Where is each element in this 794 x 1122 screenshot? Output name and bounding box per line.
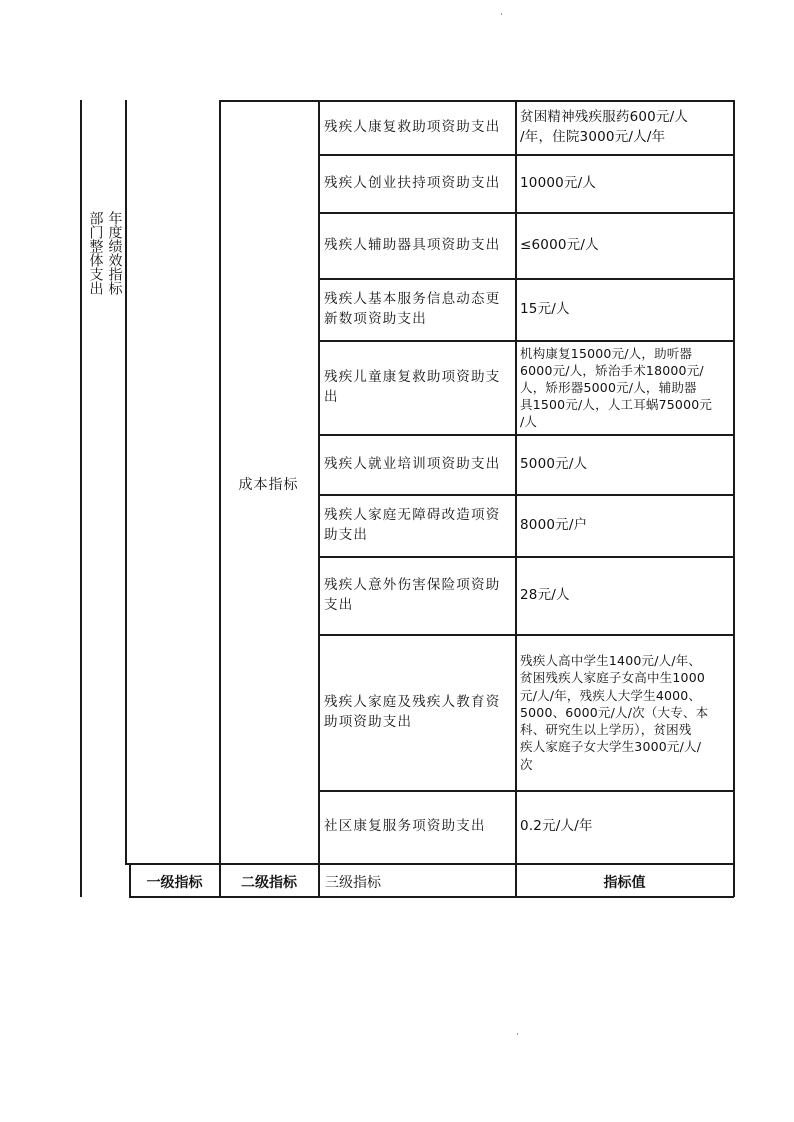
scan-speck: · <box>500 10 503 20</box>
table-row-value: 机构康复15000元/人，助听器 6000元/人，矫治手术18000元/ 人，矫形器5000元/人，辅助器 具1500元/人，人工耳蜗75000元 /人 <box>520 346 713 429</box>
table-row-value: 5000元/人 <box>520 455 588 472</box>
grid-line <box>80 100 82 897</box>
table-row-value: 贫困精神残疾服药600元/人 /年，住院3000元/人/年 <box>520 109 689 145</box>
annual-performance-label: 年度绩效指标 <box>106 211 123 295</box>
header-level2: 二级指标 <box>241 875 297 891</box>
dept-expenditure-label: 部门整体支出 <box>87 211 104 295</box>
table-row-item: 残疾人家庭无障碍改造项资 助支出 <box>324 507 501 543</box>
scan-speck: · <box>516 1030 519 1040</box>
table-row-item: 残疾人基本服务信息动态更 新数项资助支出 <box>324 291 501 327</box>
grid-line <box>129 896 734 898</box>
table-row-value: 28元/人 <box>520 586 570 603</box>
table-row-value: 15元/人 <box>520 300 570 317</box>
header-value: 指标值 <box>603 875 646 891</box>
table-row-item: 社区康复服务项资助支出 <box>324 818 486 835</box>
cost-indicator-label: 成本指标 <box>238 477 299 494</box>
table-row-value: 8000元/户 <box>520 516 588 533</box>
header-level1: 一级指标 <box>146 875 203 891</box>
table-row-value: 0.2元/人/年 <box>520 818 593 835</box>
grid-line <box>733 100 735 897</box>
table-row-item: 残疾人创业扶持项资助支出 <box>324 174 501 191</box>
table-row-item: 残疾人辅助器具项资助支出 <box>324 236 501 253</box>
table-row-item: 残疾人家庭及残疾人教育资 助项资助支出 <box>324 694 501 730</box>
table-row-value: 残疾人高中学生1400元/人/年、 贫困残疾人家庭子女高中生1000 元/人/年，残疾人大学生4000、 5000、6000元/人/次（大专、本 科、研究生以上学历），贫困残 疾人家庭子女大学生3000元/人/ 次 <box>520 653 709 772</box>
table-row-value: ≤6000元/人 <box>520 236 599 253</box>
grid-line <box>125 863 734 865</box>
table-row-item: 残疾人意外伤害保险项资助 支出 <box>324 577 501 613</box>
header-level3: 三级指标 <box>325 875 381 891</box>
table-row-item: 残疾人康复救助项资助支出 <box>324 118 501 135</box>
grid-line <box>125 100 127 863</box>
table-row-item: 残疾人就业培训项资助支出 <box>324 455 501 472</box>
table-row-item: 残疾儿童康复救助项资助支 出 <box>324 369 501 405</box>
table-row-value: 10000元/人 <box>520 174 597 191</box>
